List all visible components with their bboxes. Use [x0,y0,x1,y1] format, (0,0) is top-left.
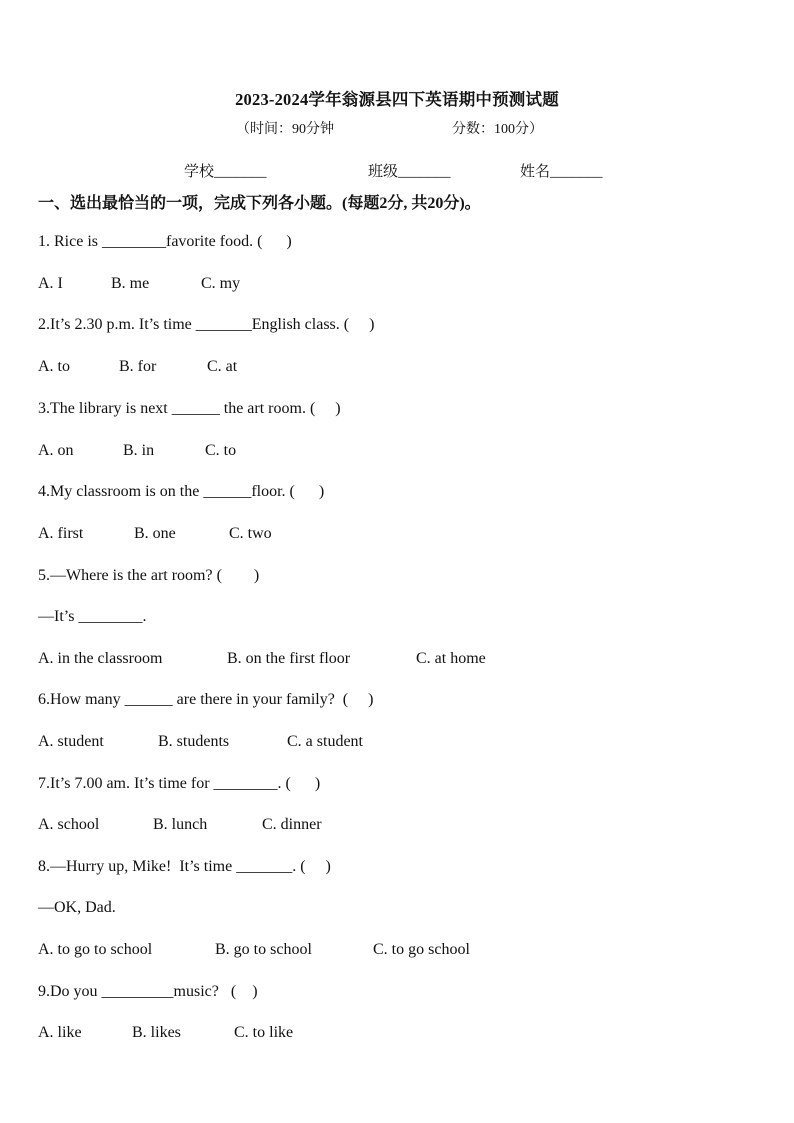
question-stem: 8.—Hurry up, Mike! It’s time _______. ( ) [38,858,331,875]
exam-time: （时间：90分钟 [236,122,334,137]
option-a: A. on [38,442,74,459]
option-a: A. like [38,1024,82,1041]
option-c: C. dinner [262,816,322,833]
option-c: C. at home [416,650,486,667]
question-stem: 1. Rice is ________favorite food. ( ) [38,233,292,250]
exam-title: 2023-2024学年翁源县四下英语期中预测试题 [235,90,559,109]
question-stem: 5.—Where is the art room? ( ) [38,567,260,584]
question-stem: 9.Do you _________music? ( ) [38,983,258,1000]
option-c: C. at [207,358,238,375]
option-b: B. likes [132,1024,181,1041]
option-c: C. two [229,525,272,542]
question-stem: 3.The library is next ______ the art room. ( ) [38,400,341,417]
question-stem: 6.How many ______ are there in your family? ( ) [38,691,374,708]
question-stem: 7.It’s 7.00 am. It’s time for ________. ( ) [38,775,321,792]
option-a: A. school [38,816,100,833]
question-stem: 2.It’s 2.30 p.m. It’s time _______English class. ( ) [38,316,375,333]
option-a: A. student [38,733,104,750]
exam-score: 分数：100分） [452,122,543,137]
option-b: B. for [119,358,157,375]
option-b: B. in [123,442,155,459]
option-a: A. first [38,525,84,542]
option-c: C. to like [234,1024,294,1041]
option-b: B. me [111,275,150,292]
option-c: C. my [201,275,241,292]
option-b: B. lunch [153,816,208,833]
option-c: C. a student [287,733,363,750]
question-answer-line: —OK, Dad. [38,899,116,916]
question-stem: 4.My classroom is on the ______floor. ( ) [38,483,325,500]
option-c: C. to [205,442,237,459]
school-field: 学校_______ [184,164,267,180]
section-heading: 一、选出最恰当的一项，完成下列各小题。(每题2分, 共20分)。 [38,195,481,212]
class-field: 班级_______ [368,164,451,180]
option-b: B. students [158,733,230,750]
option-a: A. to [38,358,70,375]
option-a: A. I [38,275,63,292]
option-a: A. to go to school [38,941,153,958]
option-c: C. to go school [373,941,470,958]
option-a: A. in the classroom [38,650,163,667]
option-b: B. on the first floor [227,650,351,667]
question-answer-line: —It’s ________. [38,608,147,625]
option-b: B. one [134,525,176,542]
name-field: 姓名_______ [520,164,603,180]
option-b: B. go to school [215,941,312,958]
